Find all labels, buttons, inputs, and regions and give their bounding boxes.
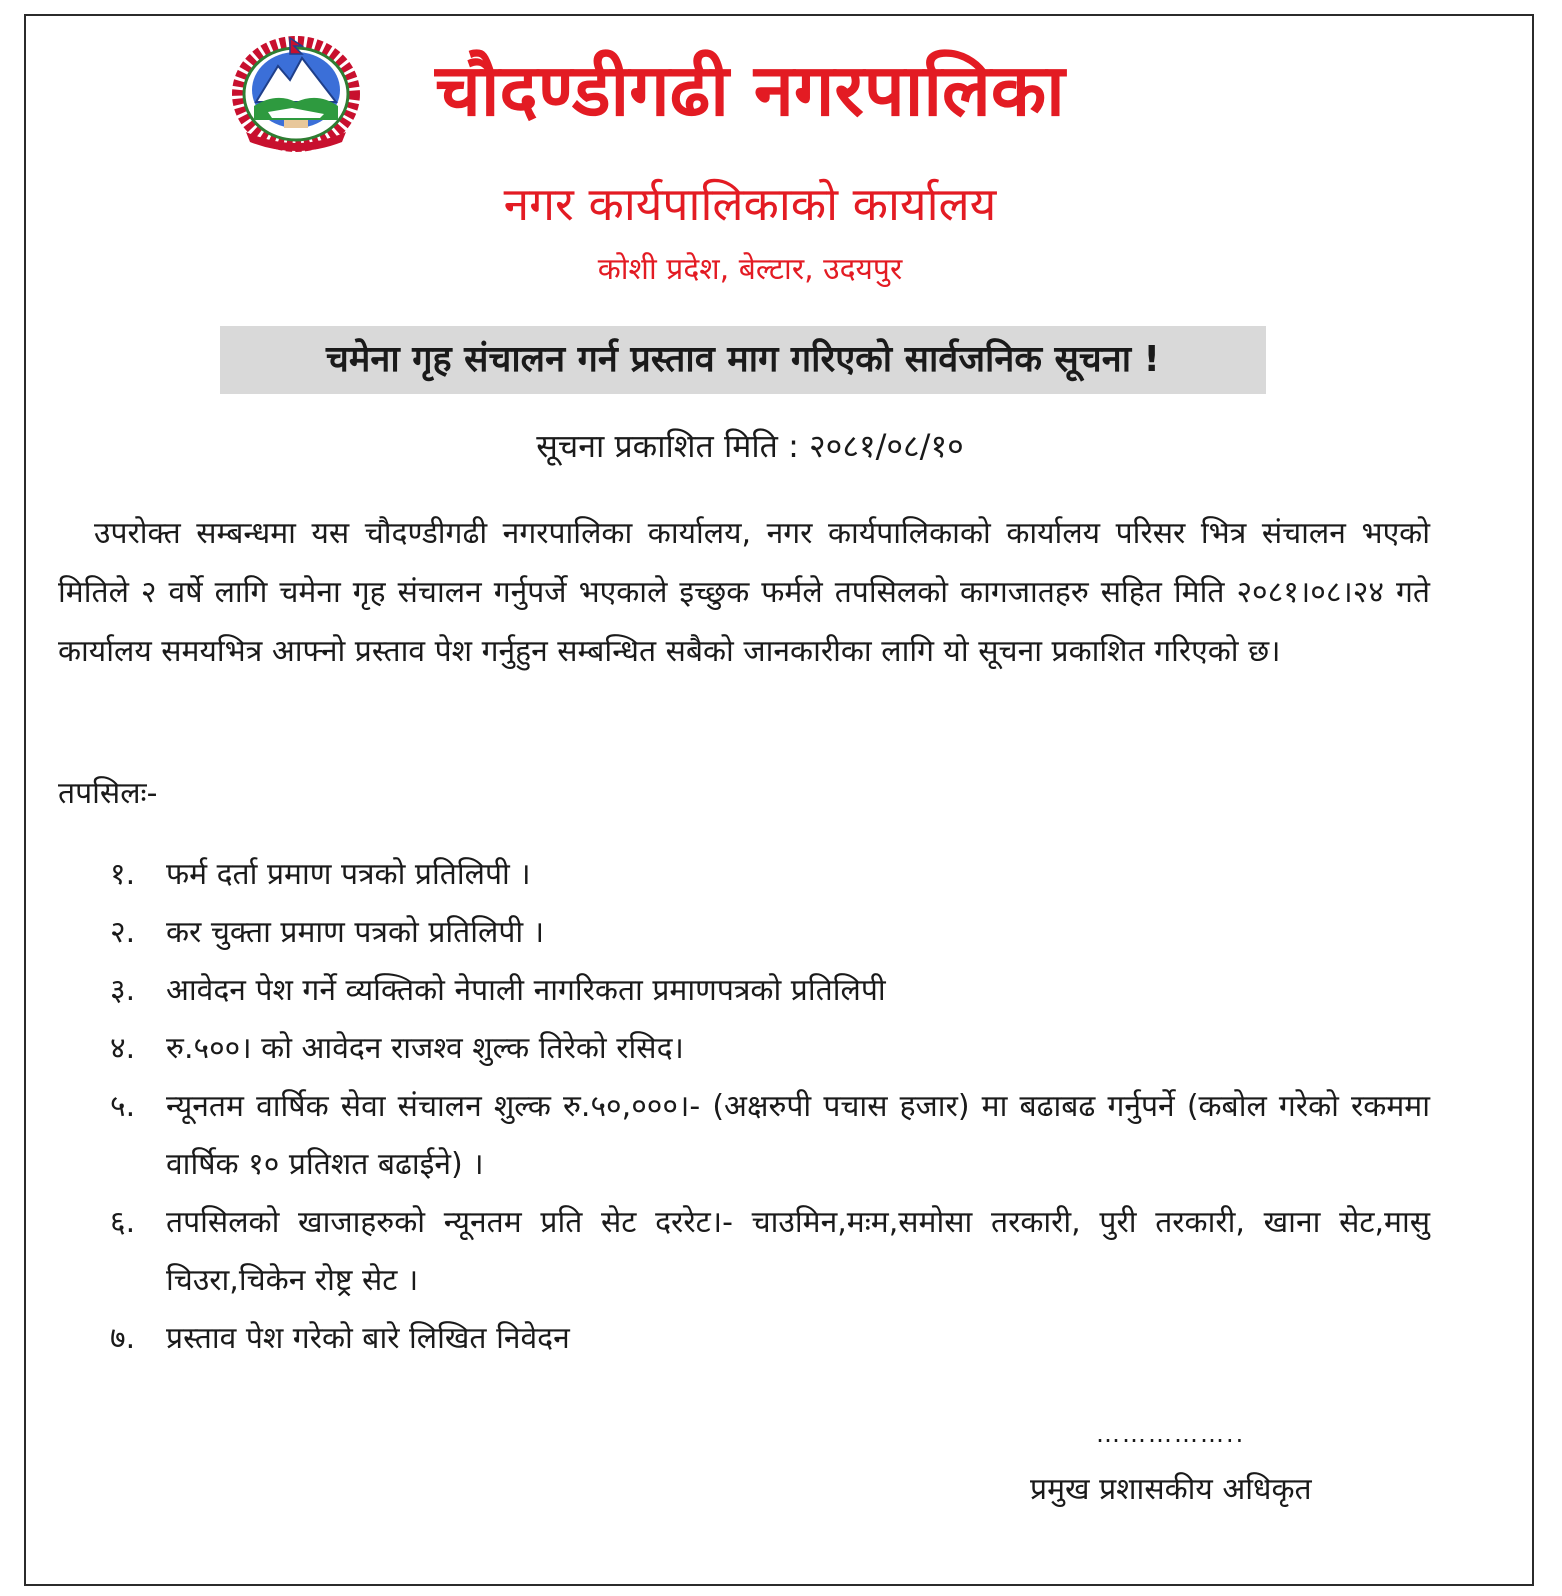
notice-heading: चमेना गृह संचालन गर्न प्रस्ताव माग गरिएको सार्वजनिक सूचना ! — [220, 326, 1266, 394]
list-item — [110, 1194, 1430, 1310]
details-label: तपसिलः- — [58, 776, 158, 811]
list-item — [110, 1020, 1430, 1078]
list-item-text: फर्म दर्ता प्रमाण पत्रको प्रतिलिपी । — [166, 857, 531, 892]
list-item-text: न्यूनतम वार्षिक सेवा संचालन शुल्क रु.५०,०००।- (अक्षरुपी पचास हजार) मा बढाबढ गर्नुपर्ने (कबोल गरेको रकममा वार्षिक १० प्रतिशत बढाईने) । — [166, 1089, 1430, 1182]
signatory-title: प्रमुख प्रशासकीय अधिकृत — [1030, 1472, 1312, 1507]
list-item-text: तपसिलको खाजाहरुको न्यूनतम प्रति सेट दररेट।- चाउमिन,मःम,समोसा तरकारी, पुरी तरकारी, खाना सेट,मासु चिउरा,चिकेन रोष्ट्र सेट । — [166, 1205, 1430, 1298]
signature-line: …………….. — [1096, 1420, 1246, 1448]
list-item-number: २. — [110, 915, 136, 950]
list-item — [110, 962, 1430, 1020]
list-item-number: ६. — [110, 1205, 136, 1240]
list-item-number: १. — [110, 857, 136, 892]
list-item-text: कर चुक्ता प्रमाण पत्रको प्रतिलिपी । — [166, 915, 545, 950]
list-item-number: ४. — [110, 1031, 136, 1066]
list-item — [110, 904, 1430, 962]
list-item-number: ७. — [110, 1321, 136, 1356]
page-title: चौदण्डीगढी नगरपालिका — [435, 48, 1065, 132]
published-date: सूचना प्रकाशित मिति : २०८१/०८/१० — [536, 427, 964, 465]
list-item-number: ५. — [110, 1089, 136, 1124]
nepal-government-emblem-icon — [232, 36, 360, 152]
list-item — [110, 1310, 1430, 1368]
list-item — [110, 1078, 1430, 1194]
list-item-text: रु.५००। को आवेदन राजश्व शुल्क तिरेको रसिद। — [166, 1031, 684, 1066]
list-item-text: प्रस्ताव पेश गरेको बारे लिखित निवेदन — [166, 1321, 570, 1356]
notice-body: उपरोक्त सम्बन्धमा यस चौदण्डीगढी नगरपालिका कार्यालय, नगर कार्यपालिकाको कार्यालय परिसर भित्र संचालन भएको मितिले २ वर्षे लागि चमेना गृह संचालन गर्नुपर्जे भएकाले इच्छुक फर्मले तपसिलको कागजातहरु सहित मिति २०८१।०८।२४ गते कार्यालय समयभित्र आफ्नो प्रस्ताव पेश गर्नुहुन सम्बन्धित सबैको जानकारीका लागि यो सूचना प्रकाशित गरिएको छ। — [58, 516, 1430, 669]
list-item — [110, 846, 1430, 904]
office-address: कोशी प्रदेश, बेल्टार, उदयपुर — [597, 252, 903, 287]
list-item-text: आवेदन पेश गर्ने व्यक्तिको नेपाली नागरिकता प्रमाणपत्रको प्रतिलिपी — [166, 973, 886, 1008]
requirements-list — [110, 846, 1430, 1368]
list-item-number: ३. — [110, 973, 136, 1008]
office-subtitle: नगर कार्यपालिकाको कार्यालय — [503, 177, 997, 231]
